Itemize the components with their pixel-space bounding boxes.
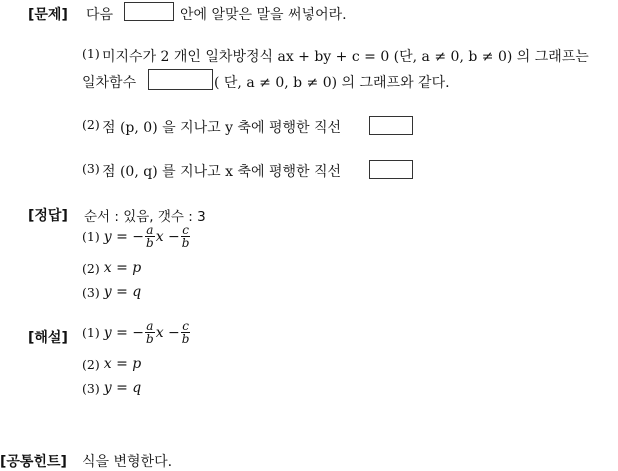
problem-item-2-number: (2) [82, 117, 100, 132]
fraction-numerator: c [182, 319, 189, 333]
problem-instruction-after: 안에 알맞은 말을 써넣어라. [180, 7, 347, 23]
explanation-item-3 [82, 380, 141, 396]
answer-item-1-fraction-c-over-b [181, 224, 191, 249]
answer-blank-3[interactable] [369, 160, 413, 179]
problem-item-2-text: 점 (p, 0) 을 지나고 y 축에 평행한 직선 [102, 120, 342, 136]
fraction-denominator: b [146, 332, 154, 346]
explanation-item-1-middle: x − [155, 324, 180, 341]
answer-item-3 [82, 284, 141, 300]
answer-item-1-prefix: y = − [103, 228, 144, 245]
explanation-item-2 [82, 356, 141, 372]
blank-box-example [124, 2, 174, 21]
answer-item-3-text: y = q [103, 284, 142, 300]
fraction-numerator: c [182, 223, 189, 237]
explanation-item-2-text: x = p [103, 356, 142, 372]
problem-item-1-line2-suffix: ( 단, a ≠ 0, b ≠ 0) 의 그래프와 같다. [214, 75, 450, 91]
explanation-item-1-fraction-a-over-b [145, 320, 155, 345]
hint-text: 식을 변형한다. [82, 454, 173, 470]
explanation-item-1-number: (1) [82, 325, 100, 340]
problem-item-1-line2-prefix: 일차함수 [82, 75, 137, 91]
problem-item-1-line1: 미지수가 2 개인 일차방정식 ax + by + c = 0 (단, a ≠ 0, b ≠ 0) 의 그래프는 [102, 49, 589, 65]
problem-instruction-before: 다음 [86, 7, 114, 23]
explanation-item-1-fraction-c-over-b [181, 320, 191, 345]
explanation-item-3-number: (3) [82, 380, 100, 396]
answer-blank-1[interactable] [148, 69, 213, 90]
explanation-label: [해설] [28, 330, 68, 346]
answer-item-1-middle: x − [155, 228, 180, 245]
answer-blank-2[interactable] [369, 116, 413, 135]
problem-label: [문제] [28, 7, 68, 23]
answer-item-1 [82, 224, 191, 249]
problem-item-3-text: 점 (0, q) 를 지나고 x 축에 평행한 직선 [102, 164, 342, 180]
fraction-numerator: a [146, 223, 154, 237]
explanation-item-1 [82, 320, 191, 345]
hint-label: [공통힌트] [0, 454, 67, 470]
problem-item-3-number: (3) [82, 161, 100, 176]
answer-item-3-number: (3) [82, 284, 100, 300]
answer-item-2 [82, 260, 141, 276]
answer-label: [정답] [28, 208, 68, 224]
fraction-numerator: a [146, 319, 154, 333]
answer-item-1-fraction-a-over-b [145, 224, 155, 249]
fraction-denominator: b [181, 332, 190, 346]
problem-item-1-number: (1) [82, 46, 100, 61]
fraction-denominator: b [146, 236, 154, 250]
explanation-item-3-text: y = q [103, 380, 142, 396]
fraction-denominator: b [181, 236, 190, 250]
answer-item-1-number: (1) [82, 229, 100, 244]
answer-item-2-number: (2) [82, 260, 100, 276]
answer-summary: 순서 : 있음, 갯수 : 3 [84, 209, 206, 225]
answer-item-2-text: x = p [103, 260, 142, 276]
explanation-item-2-number: (2) [82, 356, 100, 372]
explanation-item-1-prefix: y = − [103, 324, 144, 341]
